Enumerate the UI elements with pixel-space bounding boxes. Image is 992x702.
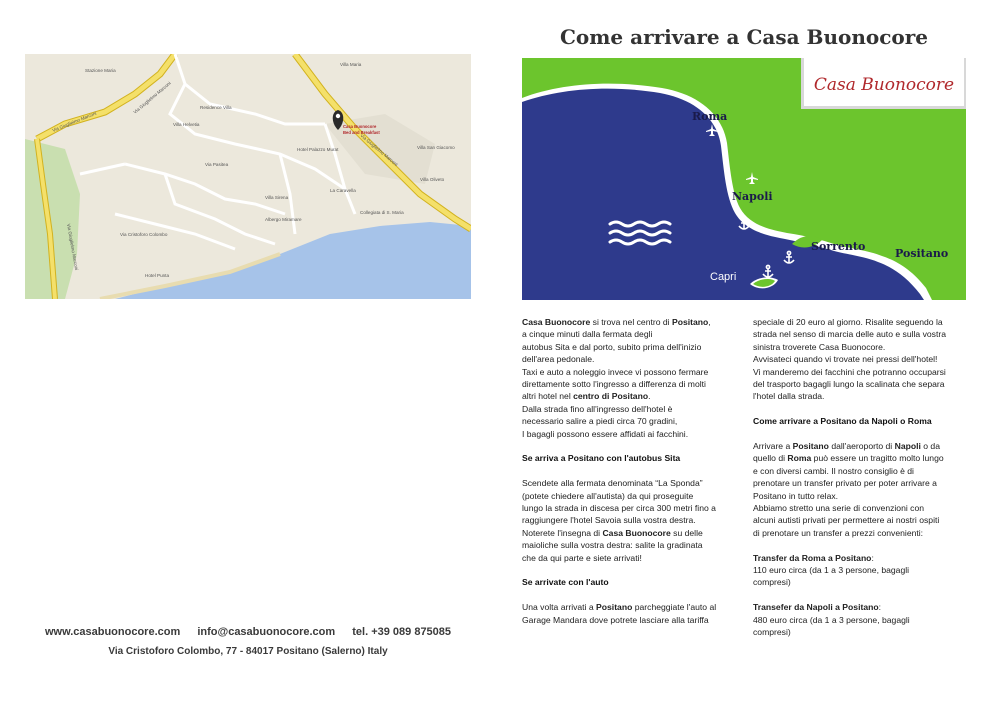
email-link[interactable]: info@casabuonocore.com bbox=[197, 626, 336, 638]
contact-line bbox=[25, 626, 471, 638]
text: , bbox=[708, 317, 711, 327]
text-line: Garage Mandara dove potrete lasciare alla tariffa bbox=[522, 614, 709, 625]
text-line: maioliche sulla vostra destra: salite la gradinata bbox=[522, 540, 703, 551]
svg-text:Villa Helvetia: Villa Helvetia bbox=[173, 122, 200, 127]
section-heading: Se arriva a Positano con l'autobus Sita bbox=[522, 453, 681, 464]
text-line: direttamente sotto l'ingresso a differenza di molti bbox=[522, 379, 706, 390]
logo bbox=[801, 58, 966, 109]
address: Via Cristoforo Colombo, 77 - 84017 Positano (Salerno) Italy bbox=[108, 646, 388, 657]
text-line: di prenotare un transfer a prezzi convenienti: bbox=[753, 527, 924, 538]
phone-number[interactable]: tel. +39 089 875085 bbox=[352, 626, 452, 638]
text-line: sinistra troverete Casa Buonocore. bbox=[753, 341, 886, 352]
bold-text: Positano bbox=[596, 602, 633, 613]
text: : bbox=[878, 602, 881, 613]
region-map bbox=[522, 58, 966, 300]
text-line: prenotare un transfer privato per poter arrivare a bbox=[753, 478, 937, 489]
svg-text:Via Giuglielmo Marconi: Via Giuglielmo Marconi bbox=[51, 110, 98, 133]
text-line: a cinque minuti dalla fermata degli bbox=[522, 329, 653, 340]
label-positano: Positano bbox=[895, 247, 949, 260]
text-line: Vi manderemo dei facchini che potranno occuparsi bbox=[753, 366, 946, 377]
label-roma: Roma bbox=[692, 110, 728, 123]
text-line bbox=[522, 390, 740, 402]
svg-text:Via Pasitea: Via Pasitea bbox=[205, 162, 229, 167]
text-line: (potete chiedere all'autista) da qui proseguite bbox=[522, 490, 694, 501]
text-line: del trasporto bagagli lungo la scalinata che separa bbox=[753, 379, 945, 390]
svg-text:Residence Villa: Residence Villa bbox=[200, 105, 232, 110]
text-line: Abbiamo stretto una serie di convenzioni con bbox=[753, 503, 925, 514]
bold-text: Casa Buonocore bbox=[602, 527, 671, 538]
text: si trova nel centro di bbox=[590, 317, 672, 327]
text: . bbox=[648, 391, 651, 402]
svg-text:Villa Oliveto: Villa Oliveto bbox=[420, 177, 445, 182]
svg-text:Stazione Maria: Stazione Maria bbox=[85, 68, 116, 73]
transfer-heading bbox=[753, 601, 971, 613]
svg-text:Via Cristoforo Colombo: Via Cristoforo Colombo bbox=[120, 232, 168, 237]
text-line: Taxi e auto a noleggio invece vi possono fermare bbox=[522, 366, 709, 377]
text-line: compresi) bbox=[753, 627, 791, 638]
svg-text:Via Giuglielmo Marconi: Via Giuglielmo Marconi bbox=[359, 132, 399, 168]
paragraph bbox=[522, 316, 740, 328]
label-sorrento: Sorrento bbox=[811, 240, 866, 253]
svg-text:La Caravella: La Caravella bbox=[330, 188, 356, 193]
website-link[interactable]: www.casabuonocore.com bbox=[44, 626, 181, 638]
text: Arrivare a bbox=[753, 441, 793, 452]
label-capri: Capri bbox=[710, 271, 737, 283]
text: può essere un tragitto molto lungo bbox=[811, 453, 944, 464]
text: : bbox=[871, 552, 874, 563]
text-column-1 bbox=[522, 316, 740, 626]
text: su delle bbox=[670, 527, 703, 538]
bold-text: Positano bbox=[671, 317, 709, 327]
text-line: lungo la strada in discesa per circa 300 metri fino a bbox=[522, 503, 716, 514]
logo-text: Casa Buonocore bbox=[813, 75, 955, 95]
text-line: l'hotel dalla strada. bbox=[753, 391, 825, 402]
text-line: Avvisateci quando vi trovate nei pressi dell'hotel! bbox=[753, 354, 938, 365]
svg-text:Villa Maria: Villa Maria bbox=[340, 62, 362, 67]
text-line: Positano in tutto relax. bbox=[753, 490, 839, 501]
bold-text: Transfer da Roma a Positano bbox=[753, 552, 872, 563]
bold-text: Positano bbox=[792, 441, 829, 452]
bold-text: Roma bbox=[787, 453, 812, 464]
svg-text:Via Giuglielmo Marconi: Via Giuglielmo Marconi bbox=[132, 80, 172, 115]
text: dall'aeroporto di bbox=[828, 441, 895, 452]
text: o da bbox=[920, 441, 940, 452]
text-line: compresi) bbox=[753, 577, 791, 588]
text: altri hotel nel bbox=[522, 391, 574, 402]
svg-text:Hotel Palazzo Murat: Hotel Palazzo Murat bbox=[297, 147, 339, 152]
text-line: speciale di 20 euro al giorno. Risalite seguendo la bbox=[753, 317, 943, 327]
marker-label: Casa Buonocore bbox=[343, 124, 377, 129]
text-line bbox=[753, 440, 971, 452]
section-heading: Come arrivare a Positano da Napoli o Roma bbox=[753, 416, 932, 427]
bold-text: centro di Positano bbox=[573, 391, 649, 402]
text: Noterete l'insegna di bbox=[522, 527, 603, 538]
text-line: 480 euro circa (da 1 a 3 persone, bagagli bbox=[753, 614, 910, 625]
svg-text:Via Giuglielmo Marconi: Via Giuglielmo Marconi bbox=[66, 223, 80, 271]
svg-text:Albergo Miramare: Albergo Miramare bbox=[265, 217, 302, 222]
text-line: Scendete alla fermata denominata “La Sponda” bbox=[522, 478, 703, 489]
label-napoli: Napoli bbox=[732, 190, 773, 203]
text-line: necessario salire a piedi circa 70 gradini, bbox=[522, 416, 678, 427]
street-map[interactable] bbox=[25, 54, 471, 299]
text-line bbox=[522, 601, 740, 613]
text-line: I bagagli possono essere affidati ai facchini. bbox=[522, 428, 689, 439]
text-line: Dalla strada fino all'ingresso dell'hotel è bbox=[522, 403, 673, 414]
svg-text:Hotel Punta: Hotel Punta bbox=[145, 273, 170, 278]
svg-text:Villa San Giacomo: Villa San Giacomo bbox=[417, 145, 455, 150]
text-line: alcuni autisti privati per permettere ai nostri ospiti bbox=[753, 515, 940, 526]
bold-text: Casa Buonocore bbox=[522, 317, 591, 327]
text: parcheggiate l'auto al bbox=[632, 602, 717, 613]
bold-text: Transefer da Napoli a Positano bbox=[753, 602, 879, 613]
text-line bbox=[522, 527, 740, 539]
text-line: e con diversi cambi. Il nostro consiglio è di bbox=[753, 465, 914, 476]
marker-label-sub: Bed and Breakfast bbox=[343, 130, 380, 135]
svg-text:Villa Sirena: Villa Sirena bbox=[265, 195, 289, 200]
text-column-2 bbox=[753, 316, 971, 639]
page-title: Come arrivare a Casa Buonocore bbox=[560, 25, 928, 49]
section-heading: Se arrivate con l'auto bbox=[522, 577, 609, 588]
text: Una volta arrivati a bbox=[522, 602, 597, 613]
text-line bbox=[753, 452, 971, 464]
bold-text: Napoli bbox=[894, 441, 921, 452]
text-line: raggiungere l'hotel Savoia sulla vostra destra. bbox=[522, 515, 696, 526]
transfer-heading bbox=[753, 552, 971, 564]
svg-text:Collegiata di S. Maria: Collegiata di S. Maria bbox=[360, 210, 404, 215]
text-line: strada nel senso di marcia delle auto e sulla vostra bbox=[753, 329, 946, 340]
text-line: che da qui parte e siete arrivati! bbox=[522, 552, 642, 563]
text-line: dell'area pedonale. bbox=[522, 354, 595, 365]
text: quello di bbox=[753, 453, 788, 464]
text-line: 110 euro circa (da 1 a 3 persone, bagagli bbox=[753, 565, 910, 576]
text-line: autobus Sita e dal porto, subito prima dell'inizio bbox=[522, 341, 702, 352]
